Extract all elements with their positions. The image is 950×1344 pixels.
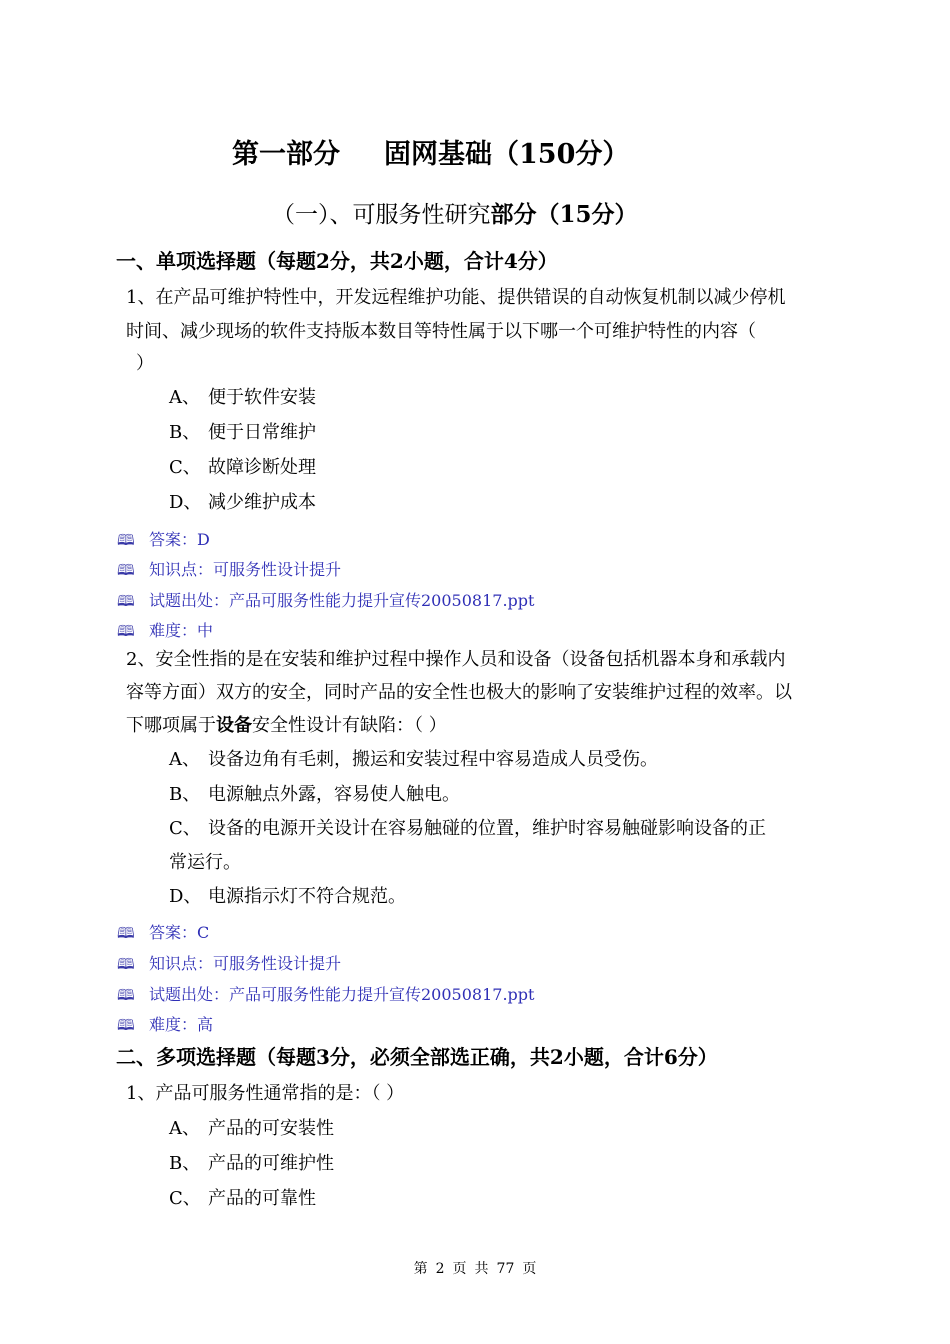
option: C、 故障诊断处理 bbox=[169, 457, 316, 478]
meta-topic: 🕮 知识点：可服务性设计提升 bbox=[117, 557, 341, 585]
option-continuation: 常运行。 bbox=[169, 852, 241, 873]
section-heading-multi-choice: 二、多项选择题（每题3分，必须全部选正确，共2小题，合计6分） bbox=[116, 1045, 718, 1069]
question-1-line-3: ） bbox=[136, 353, 154, 374]
question-3-line-1: 1、产品可服务性通常指的是：（ ） bbox=[126, 1083, 405, 1104]
option: D、 减少维护成本 bbox=[169, 492, 316, 513]
question-2-line-3: 下哪项属于设备安全性设计有缺陷：（ ） bbox=[126, 715, 447, 736]
option: D、 电源指示灯不符合规范。 bbox=[169, 886, 406, 907]
title-part: 第一部分 bbox=[232, 139, 340, 170]
page-title bbox=[232, 132, 629, 171]
option: A、 产品的可安装性 bbox=[169, 1118, 334, 1139]
question-2-line-2: 容等方面）双方的安全，同时产品的安全性也极大的影响了安装维护过程的效率。以 bbox=[126, 682, 792, 703]
meta-answer: 🕮 答案：D bbox=[117, 527, 210, 555]
meta-difficulty: 🕮 难度：高 bbox=[117, 1012, 213, 1040]
option: C、 产品的可靠性 bbox=[169, 1188, 316, 1209]
question-1-line-2: 时间、减少现场的软件支持版本数目等特性属于以下哪一个可维护特性的内容（ bbox=[126, 321, 756, 342]
option: C、 设备的电源开关设计在容易触碰的位置，维护时容易触碰影响设备的正 bbox=[169, 818, 766, 839]
book-icon: 🕮 bbox=[117, 592, 135, 610]
book-icon: 🕮 bbox=[117, 531, 135, 549]
meta-source: 🕮 试题出处：产品可服务性能力提升宣传20050817.ppt bbox=[117, 588, 534, 616]
meta-source: 🕮 试题出处：产品可服务性能力提升宣传20050817.ppt bbox=[117, 982, 534, 1010]
question-1-line-1: 1、在产品可维护特性中，开发远程维护功能、提供错误的自动恢复机制以减少停机 bbox=[126, 287, 786, 308]
subtitle-bold: 部分（15分） bbox=[490, 201, 638, 228]
subtitle-prefix: （一）、可服务性研究 bbox=[272, 202, 491, 228]
book-icon: 🕮 bbox=[117, 1016, 135, 1034]
page-footer: 第 2 页 共 77 页 bbox=[413, 1261, 537, 1277]
page-total: 77 bbox=[496, 1261, 515, 1277]
title-name: 固网基础（150分） bbox=[384, 139, 630, 170]
meta-topic: 🕮 知识点：可服务性设计提升 bbox=[117, 951, 341, 979]
section-subtitle bbox=[272, 196, 638, 229]
book-icon: 🕮 bbox=[117, 561, 135, 579]
book-icon: 🕮 bbox=[117, 955, 135, 973]
section-heading-single-choice: 一、单项选择题（每题2分，共2小题，合计4分） bbox=[116, 249, 558, 273]
book-icon: 🕮 bbox=[117, 986, 135, 1004]
option: A、 设备边角有毛刺，搬运和安装过程中容易造成人员受伤。 bbox=[169, 749, 658, 770]
page-number: 2 bbox=[435, 1261, 445, 1277]
question-2-line-1: 2、安全性指的是在安装和维护过程中操作人员和设备（设备包括机器本身和承载内 bbox=[126, 649, 786, 670]
option: B、 产品的可维护性 bbox=[169, 1153, 334, 1174]
meta-difficulty: 🕮 难度：中 bbox=[117, 618, 213, 646]
book-icon: 🕮 bbox=[117, 924, 135, 942]
option: B、 电源触点外露，容易使人触电。 bbox=[169, 784, 460, 805]
meta-answer: 🕮 答案：C bbox=[117, 920, 209, 948]
option: B、 便于日常维护 bbox=[169, 422, 316, 443]
book-icon: 🕮 bbox=[117, 622, 135, 640]
option: A、 便于软件安装 bbox=[169, 387, 316, 408]
